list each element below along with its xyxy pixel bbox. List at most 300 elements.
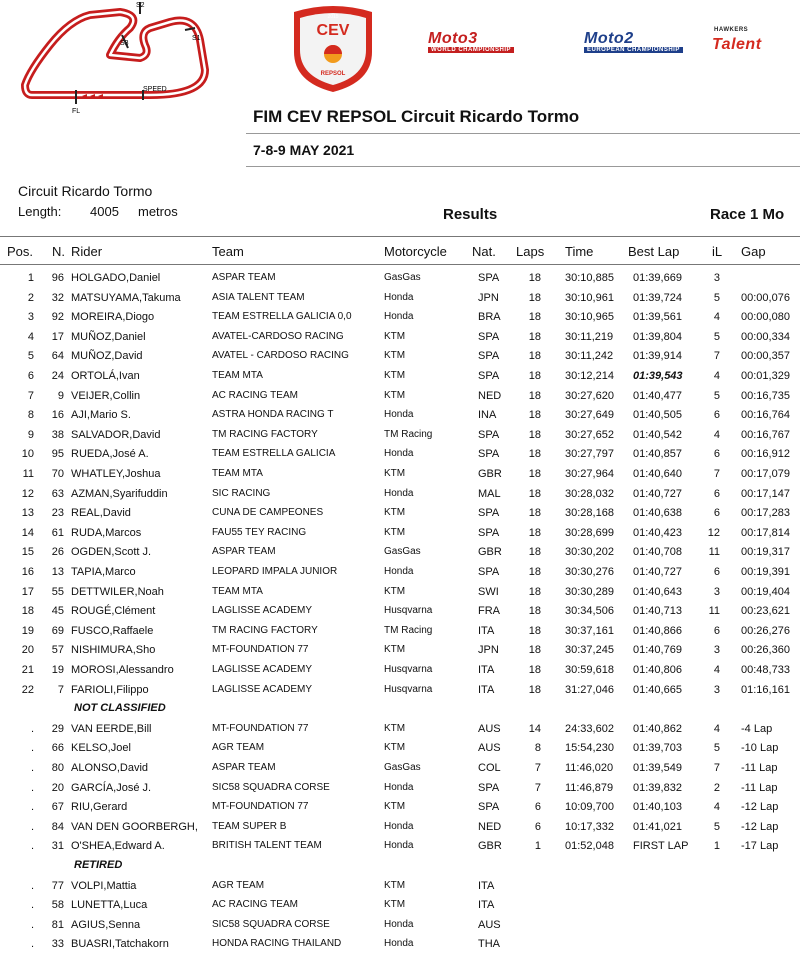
- cell-gap: 00:00,334: [741, 330, 790, 343]
- cell-motorcycle: Honda: [384, 409, 414, 421]
- cell-best-lap: FIRST LAP: [633, 840, 689, 853]
- cell-best-lap: 01:39,669: [633, 272, 682, 284]
- cell-number: 67: [51, 801, 64, 814]
- moto2-logo: Moto2 EUROPEAN CHAMPIONSHIP: [584, 30, 683, 53]
- cell-gap: 00:16,764: [741, 409, 790, 422]
- table-row: [0, 719, 800, 739]
- cell-number: 61: [51, 526, 64, 539]
- track-label-speed: SPEED: [143, 86, 167, 93]
- cell-team: LAGLISSE ACADEMY: [212, 683, 313, 695]
- cell-rider: KELSO,Joel: [71, 742, 131, 755]
- table-row: [0, 582, 800, 602]
- cell-rider: REAL,David: [71, 507, 131, 520]
- cell-team: TEAM SUPER B: [212, 820, 287, 832]
- cell-best-lap: 01:40,638: [633, 507, 682, 520]
- cell-pos: 6: [27, 370, 34, 382]
- cell-pos: 13: [21, 507, 34, 520]
- table-header: [0, 236, 800, 265]
- col-pos: Pos.: [7, 244, 34, 259]
- cell-best-lap: 01:40,542: [633, 428, 682, 441]
- col-number: N.: [52, 244, 65, 259]
- cell-best-lap: 01:39,549: [633, 762, 682, 774]
- cell-nat: JPN: [478, 644, 499, 657]
- table-row: [0, 660, 800, 680]
- table-row: [0, 366, 800, 386]
- cell-nat: ITA: [478, 899, 495, 912]
- cell-nat: FRA: [478, 605, 500, 618]
- cell-time: 30:30,202: [565, 546, 614, 559]
- table-row: [0, 464, 800, 484]
- cell-pos: .: [30, 742, 34, 755]
- cell-best-lap: 01:40,862: [633, 722, 682, 735]
- cell-gap: 00:17,147: [741, 487, 790, 500]
- table-row: [0, 915, 800, 935]
- cell-il: 6: [713, 409, 720, 422]
- cell-motorcycle: Honda: [384, 448, 414, 460]
- cell-gap: 00:00,080: [741, 311, 790, 324]
- cell-time: 30:59,618: [565, 664, 614, 676]
- cell-team: TEAM MTA: [212, 585, 263, 597]
- cell-best-lap: 01:41,021: [633, 820, 682, 833]
- cell-gap: 00:26,276: [741, 624, 790, 637]
- cell-best-lap: 01:40,806: [633, 664, 682, 676]
- table-row: [0, 876, 800, 896]
- cell-rider: AJI,Mario S.: [71, 409, 131, 422]
- cell-team: SIC58 SQUADRA CORSE: [212, 781, 330, 793]
- cell-laps: 18: [528, 311, 541, 324]
- cell-pos: 14: [21, 526, 34, 539]
- cell-il: 6: [713, 448, 720, 461]
- cell-motorcycle: Honda: [384, 918, 414, 930]
- table-row: [0, 836, 800, 856]
- cell-time: 11:46,879: [565, 781, 614, 794]
- table-row: [0, 523, 800, 543]
- cell-laps: 18: [528, 370, 541, 382]
- cell-team: AVATEL-CARDOSO RACING: [212, 330, 344, 342]
- cell-best-lap: 01:40,769: [633, 644, 682, 657]
- cell-pos: 18: [21, 605, 34, 618]
- cell-number: 58: [51, 899, 64, 912]
- table-row: [0, 405, 800, 425]
- cell-number: 63: [51, 487, 64, 500]
- cell-il: 3: [713, 585, 720, 598]
- cell-rider: FARIOLI,Filippo: [71, 683, 149, 696]
- table-row: [0, 738, 800, 758]
- cell-gap: -11 Lap: [741, 762, 778, 774]
- table-row: [0, 542, 800, 562]
- table-row: [0, 425, 800, 445]
- cell-motorcycle: KTM: [384, 742, 406, 754]
- cell-il: 4: [713, 801, 720, 814]
- cell-laps: 18: [528, 272, 541, 284]
- cell-motorcycle: KTM: [384, 585, 406, 597]
- table-row: [0, 307, 800, 327]
- cell-laps: 18: [528, 428, 541, 441]
- cell-nat: GBR: [478, 468, 502, 480]
- cell-laps: 18: [528, 664, 541, 676]
- cell-number: 32: [51, 291, 64, 304]
- cell-nat: SPA: [478, 781, 500, 794]
- cell-gap: 01:16,161: [741, 683, 790, 696]
- cell-best-lap: 01:40,477: [633, 389, 682, 402]
- cell-time: 30:10,961: [565, 291, 614, 304]
- cell-motorcycle: GasGas: [384, 762, 421, 773]
- cell-time: 30:28,168: [565, 507, 614, 520]
- cell-pos: 21: [21, 664, 34, 676]
- cell-rider: NISHIMURA,Sho: [71, 644, 156, 657]
- cell-il: 6: [713, 624, 720, 637]
- cell-nat: ITA: [478, 624, 495, 637]
- cell-team: MT-FOUNDATION 77: [212, 801, 309, 813]
- cell-time: 30:12,214: [565, 370, 614, 382]
- cell-laps: 18: [528, 507, 541, 520]
- circuit-length: [18, 204, 178, 219]
- cell-motorcycle: Honda: [384, 311, 414, 323]
- cell-nat: SPA: [478, 507, 500, 520]
- cell-rider: MOROSI,Alessandro: [71, 664, 174, 676]
- cell-pos: 17: [21, 585, 34, 598]
- cell-motorcycle: Honda: [384, 938, 414, 950]
- cell-motorcycle: KTM: [384, 801, 406, 813]
- cell-time: 30:27,964: [565, 468, 614, 480]
- cell-best-lap: 01:39,543: [633, 370, 683, 382]
- cell-pos: 1: [27, 272, 34, 284]
- cell-team: LAGLISSE ACADEMY: [212, 664, 313, 675]
- cell-nat: SWI: [478, 585, 499, 598]
- cell-time: 10:09,700: [565, 801, 614, 814]
- cell-number: 96: [51, 272, 64, 284]
- table-row: [0, 680, 800, 700]
- cell-rider: MUÑOZ,David: [71, 350, 143, 363]
- cell-laps: 18: [528, 585, 541, 598]
- cell-gap: -17 Lap: [741, 840, 779, 853]
- cell-team: AC RACING TEAM: [212, 389, 298, 401]
- cell-il: 11: [708, 546, 720, 559]
- cell-best-lap: 01:40,866: [633, 624, 682, 637]
- cev-repsol-logo: [284, 4, 382, 94]
- cell-laps: 18: [528, 683, 541, 696]
- cell-motorcycle: Honda: [384, 487, 414, 499]
- cell-time: 30:10,885: [565, 272, 614, 284]
- cell-rider: MUÑOZ,Daniel: [71, 330, 146, 343]
- cell-laps: 18: [528, 487, 541, 500]
- cell-number: 20: [51, 781, 64, 794]
- cell-rider: GARCÍA,José J.: [71, 781, 152, 794]
- cell-gap: 00:19,391: [741, 566, 790, 578]
- cell-number: 29: [51, 722, 64, 735]
- cell-laps: 7: [534, 762, 541, 774]
- cell-number: 92: [51, 311, 64, 324]
- cell-motorcycle: KTM: [384, 330, 406, 342]
- cell-best-lap: 01:40,665: [633, 683, 682, 696]
- table-row: [0, 288, 800, 308]
- cell-team: ASTRA HONDA RACING T: [212, 409, 334, 421]
- cell-il: 4: [713, 722, 720, 735]
- cell-motorcycle: Husqvarna: [384, 605, 433, 617]
- cell-best-lap: 01:40,505: [633, 409, 682, 422]
- cell-best-lap: 01:40,640: [633, 468, 682, 480]
- cell-time: 10:17,332: [565, 820, 614, 833]
- cell-il: 5: [713, 291, 720, 304]
- cell-gap: 00:16,735: [741, 389, 790, 402]
- cell-nat: GBR: [478, 840, 502, 853]
- cell-team: AGR TEAM: [212, 879, 265, 891]
- cell-laps: 1: [534, 840, 541, 853]
- cell-gap: 00:19,317: [741, 546, 790, 559]
- results-heading: Results: [443, 206, 498, 223]
- cell-number: 33: [51, 938, 64, 951]
- cell-team: BRITISH TALENT TEAM: [212, 840, 322, 852]
- cell-best-lap: 01:40,643: [633, 585, 682, 598]
- cell-pos: 8: [27, 409, 34, 422]
- cell-best-lap: 01:40,727: [633, 487, 682, 500]
- date-divider: [246, 166, 800, 167]
- cell-time: 30:10,965: [565, 311, 614, 324]
- cell-time: 30:34,506: [565, 605, 614, 618]
- cell-gap: 00:26,360: [741, 644, 790, 657]
- cell-laps: 18: [528, 605, 541, 618]
- cell-team: AGR TEAM: [212, 742, 265, 754]
- col-best-lap: Best Lap: [628, 244, 680, 259]
- cell-laps: 18: [528, 330, 541, 343]
- cell-nat: ITA: [478, 879, 495, 892]
- table-row: [0, 758, 800, 778]
- col-team: Team: [212, 244, 244, 259]
- cell-rider: AGIUS,Senna: [71, 918, 141, 931]
- cell-motorcycle: KTM: [384, 644, 406, 656]
- cell-pos: .: [30, 938, 34, 951]
- cell-best-lap: 01:39,914: [633, 350, 682, 363]
- cell-rider: RUDA,Marcos: [71, 526, 142, 539]
- cell-gap: 00:00,357: [741, 350, 790, 363]
- cell-best-lap: 01:39,832: [633, 781, 682, 794]
- cell-pos: .: [30, 801, 34, 814]
- cell-best-lap: 01:40,103: [633, 801, 682, 814]
- cell-nat: SPA: [478, 448, 500, 461]
- cell-nat: ITA: [478, 664, 495, 676]
- cell-nat: THA: [478, 938, 500, 951]
- cell-il: 5: [713, 820, 720, 833]
- not-classified-heading: NOT CLASSIFIED: [74, 702, 166, 715]
- cell-laps: 18: [528, 448, 541, 461]
- cell-motorcycle: KTM: [384, 468, 406, 479]
- cell-pos: 15: [21, 546, 34, 559]
- cell-team: TM RACING FACTORY: [212, 624, 318, 636]
- cell-gap: -11 Lap: [741, 781, 778, 794]
- col-nat: Nat.: [472, 244, 496, 259]
- cell-il: 7: [713, 762, 720, 774]
- cell-team: LAGLISSE ACADEMY: [212, 605, 313, 617]
- cell-time: 30:37,161: [565, 624, 614, 637]
- cell-laps: 8: [534, 742, 541, 755]
- cell-pos: 9: [27, 428, 34, 441]
- cell-time: 30:30,289: [565, 585, 614, 598]
- cell-number: 13: [51, 566, 64, 578]
- cell-pos: 7: [27, 389, 34, 402]
- cell-team: HONDA RACING THAILAND: [212, 938, 342, 950]
- page-title: FIM CEV REPSOL Circuit Ricardo Tormo: [253, 107, 580, 126]
- table-row: [0, 817, 800, 837]
- cell-rider: BUASRI,Tatchakorn: [71, 938, 169, 951]
- cell-nat: COL: [478, 762, 501, 774]
- circuit-name: Circuit Ricardo Tormo: [18, 183, 153, 199]
- col-laps: Laps: [516, 244, 545, 259]
- cell-rider: VOLPI,Mattia: [71, 879, 137, 892]
- cell-gap: 00:16,767: [741, 428, 790, 441]
- cell-nat: SPA: [478, 350, 500, 363]
- cell-motorcycle: Honda: [384, 566, 414, 577]
- cell-gap: 00:00,076: [741, 291, 790, 304]
- cell-number: 70: [51, 468, 64, 480]
- cell-number: 19: [51, 664, 64, 676]
- cell-laps: 18: [528, 409, 541, 422]
- cell-team: SIC RACING: [212, 487, 271, 499]
- cell-number: 80: [51, 762, 64, 774]
- cell-team: ASPAR TEAM: [212, 272, 276, 283]
- cell-gap: 00:01,329: [741, 370, 790, 382]
- cell-il: 2: [713, 781, 720, 794]
- cell-number: 69: [51, 624, 64, 637]
- col-time: Time: [565, 244, 594, 259]
- cell-laps: 18: [528, 566, 541, 578]
- cell-laps: 18: [528, 350, 541, 363]
- table-row: [0, 503, 800, 523]
- cell-il: 3: [713, 683, 720, 696]
- table-row: [0, 640, 800, 660]
- cell-rider: SALVADOR,David: [71, 428, 161, 441]
- cell-il: 6: [713, 507, 720, 520]
- cell-il: 4: [713, 311, 720, 324]
- cell-team: CUNA DE CAMPEONES: [212, 507, 324, 519]
- cell-nat: NED: [478, 389, 502, 402]
- cell-laps: 7: [534, 781, 541, 794]
- track-label-s1: S1: [192, 35, 201, 42]
- table-row: [0, 934, 800, 954]
- cell-team: TEAM ESTRELLA GALICIA 0,0: [212, 311, 352, 323]
- cell-rider: ROUGÉ,Clément: [71, 605, 156, 618]
- cell-time: 11:46,020: [565, 762, 614, 774]
- cell-il: 5: [713, 389, 720, 402]
- cell-nat: AUS: [478, 722, 501, 735]
- cell-pos: .: [30, 781, 34, 794]
- cell-motorcycle: Husqvarna: [384, 664, 433, 675]
- moto3-logo: Moto3 WORLD CHAMPIONSHIP: [428, 30, 514, 53]
- cell-il: 3: [713, 644, 720, 657]
- table-row: [0, 797, 800, 817]
- cell-pos: 19: [21, 624, 34, 637]
- cell-best-lap: 01:39,724: [633, 291, 682, 304]
- cell-number: 57: [51, 644, 64, 657]
- cell-pos: 5: [27, 350, 34, 363]
- cell-laps: 6: [534, 801, 541, 814]
- cell-nat: AUS: [478, 918, 501, 931]
- cell-pos: 20: [21, 644, 34, 657]
- cell-nat: SPA: [478, 330, 500, 343]
- cev-logo-year: 2015: [327, 14, 339, 20]
- cell-motorcycle: KTM: [384, 370, 406, 381]
- table-row: [0, 444, 800, 464]
- cell-nat: SPA: [478, 370, 500, 382]
- cell-time: 30:11,219: [565, 330, 614, 343]
- cell-gap: -12 Lap: [741, 801, 779, 814]
- cell-nat: SPA: [478, 272, 500, 284]
- cell-rider: MOREIRA,Diogo: [71, 311, 155, 324]
- cell-laps: 18: [528, 644, 541, 657]
- cell-motorcycle: Husqvarna: [384, 683, 433, 695]
- cell-nat: SPA: [478, 566, 500, 578]
- cell-best-lap: 01:40,713: [633, 605, 682, 618]
- cell-laps: 18: [528, 526, 541, 539]
- cell-rider: RIU,Gerard: [71, 801, 128, 814]
- cell-motorcycle: KTM: [384, 722, 406, 734]
- cell-rider: FUSCO,Raffaele: [71, 624, 154, 637]
- table-row: [0, 601, 800, 621]
- cell-time: 31:27,046: [565, 683, 614, 696]
- cell-team: LEOPARD IMPALA JUNIOR: [212, 566, 338, 577]
- cell-number: 23: [51, 507, 64, 520]
- cell-team: AVATEL - CARDOSO RACING: [212, 350, 349, 362]
- cell-il: 11: [708, 605, 720, 618]
- cell-gap: 00:23,621: [741, 605, 790, 618]
- cell-gap: 00:17,283: [741, 507, 790, 520]
- cell-number: 9: [57, 389, 64, 402]
- cell-il: 1: [713, 840, 720, 853]
- cell-pos: 10: [21, 448, 34, 461]
- table-row: [0, 268, 800, 288]
- cell-pos: 4: [27, 330, 34, 343]
- cell-best-lap: 01:40,423: [633, 526, 682, 539]
- col-motorcycle: Motorcycle: [384, 244, 447, 259]
- cell-time: 30:27,652: [565, 428, 614, 441]
- cell-motorcycle: GasGas: [384, 272, 421, 283]
- cell-motorcycle: KTM: [384, 350, 406, 362]
- cell-best-lap: 01:39,703: [633, 742, 682, 755]
- cell-laps: 18: [528, 468, 541, 480]
- cell-il: 6: [713, 566, 720, 578]
- cell-laps: 18: [528, 389, 541, 402]
- length-label: Length:: [18, 204, 62, 219]
- cell-pos: 16: [21, 566, 34, 578]
- cev-logo-repsol: REPSOL: [320, 71, 346, 77]
- cell-best-lap: 01:39,561: [633, 311, 682, 324]
- col-il: iL: [712, 244, 723, 259]
- cell-il: 4: [713, 370, 720, 382]
- cell-pos: .: [30, 879, 34, 892]
- cell-nat: NED: [478, 820, 502, 833]
- cell-motorcycle: Honda: [384, 291, 414, 303]
- circuit-map: [0, 0, 220, 120]
- cell-team: ASPAR TEAM: [212, 762, 276, 773]
- cell-rider: TAPIA,Marco: [71, 566, 136, 578]
- cell-pos: 11: [22, 468, 34, 480]
- cell-rider: O'SHEA,Edward A.: [71, 840, 165, 853]
- cell-number: 55: [51, 585, 64, 598]
- cell-rider: ALONSO,David: [71, 762, 149, 774]
- cell-pos: .: [30, 840, 34, 853]
- cell-nat: INA: [478, 409, 497, 422]
- table-row: [0, 562, 800, 582]
- cell-number: 66: [51, 742, 64, 755]
- cell-laps: 6: [534, 820, 541, 833]
- cell-il: 5: [713, 742, 720, 755]
- cell-time: 24:33,602: [565, 722, 614, 735]
- length-unit: metros: [138, 204, 178, 219]
- cell-rider: RUEDA,José A.: [71, 448, 149, 461]
- cell-time: 30:27,797: [565, 448, 614, 461]
- cell-il: 12: [707, 526, 720, 539]
- cell-gap: 00:48,733: [741, 664, 790, 676]
- cell-nat: BRA: [478, 311, 501, 324]
